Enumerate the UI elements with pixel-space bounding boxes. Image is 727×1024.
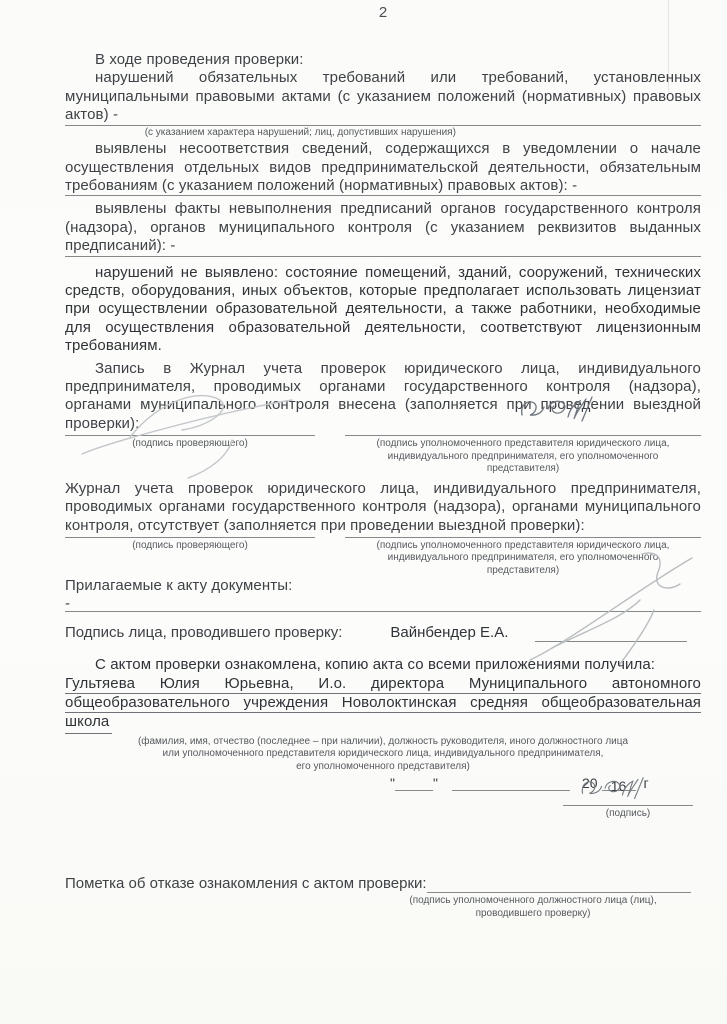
date-open-quote: " [390,775,395,792]
fill-line-mismatch: требованиям (с указанием положений (нормативных) правовых актов): - [65,177,701,196]
caption-recipient: или уполномоченного представителя юридического лица, индивидуального предпринимателя, [162,748,604,760]
signature-line-inspector [65,435,315,436]
acquainted-intro: С актом проверки ознакомлена, копию акта со всеми приложениями получила: [95,656,656,674]
paragraph-journal-entry-line: органами муниципального контроля внесена (заполняется при проведении выездной [65,396,701,414]
page-number: 2 [378,4,388,21]
paragraph-journal-absent-line: контроля, отсутствует (заполняется при проведении выездной проверки): [65,516,585,534]
paragraph-journal-absent-line: Журнал учета проверок юридического лица, индивидуального предпринимателя, [65,479,701,497]
fill-line-prescriptions: предписаний): - [65,237,701,256]
paragraph-no-violations-line: средств, оборудования, иных объектов, которые предполагает использовать лицензиат [65,281,701,299]
attachments-fill-line: - [65,596,701,612]
inspector-signature-line [535,628,687,642]
refusal-fill-line [427,879,691,893]
date-century: 20 [581,775,598,792]
paragraph-intro: В ходе проведения проверки: [95,51,304,68]
signature-line-inspector [65,537,315,538]
caption-representative-signature: индивидуального предпринимателя, его уполномоченного [387,552,659,564]
caption-representative-signature: (подпись уполномоченного представителя юридического лица, [376,539,670,551]
recipient-last-word: школа [65,713,112,733]
inspector-signature-label: Подпись лица, проводившего проверку: [65,623,343,641]
signature-row-journal-absent [65,537,701,578]
paragraph-journal-entry-line: Запись в Журнал учета проверок юридического лица, индивидуального [95,359,701,377]
date-month-blank [452,778,570,791]
signature-line-representative [345,537,701,538]
date-row [390,775,701,795]
paragraph-violations-line: муниципальными правовыми актами (с указанием положений (нормативных) правовых [65,87,701,105]
caption-representative-signature: представителя) [486,463,560,475]
paragraph-mismatch-line: осуществления отдельных видов предпринимательской деятельности, обязательным [65,158,701,176]
fill-line-violations: актов) - [65,106,701,125]
refusal-note-label: Пометка об отказе ознакомления с актом проверки: [65,874,427,892]
signature-line-representative [345,435,701,436]
caption-simple-signature: (подпись) [605,808,651,820]
refusal-note-row [65,875,701,893]
recipient-line: общеобразовательного учреждения Новолоктинская средняя общеобразовательная [65,694,701,713]
paragraph-no-violations-line: требованиям. [65,337,162,355]
caption-inspector-signature: (подпись проверяющего) [132,438,248,450]
caption-violations: (с указанием характера нарушений; лиц, допустивших нарушения) [144,126,456,138]
recipient-line: Гультяева Юлия Юрьевна, И.о. директора Муниципального автономного [65,675,701,694]
paragraph-journal-absent-line: проводимых органами государственного контроля (надзора), органами муниципального [65,498,701,516]
caption-recipient: (фамилия, имя, отчество (последнее – при наличии), должность руководителя, иного должностного лица [137,735,629,747]
paragraph-no-violations-line: нарушений не выявлено: состояние помещений, зданий, сооружений, технических [95,263,701,281]
caption-recipient: его уполномоченного представителя) [296,760,470,772]
date-year-blank: 16 [602,778,636,791]
recipient-signature-line [563,805,693,806]
attachments-label: Прилагаемые к акту документы: [65,577,293,595]
date-close-quote: " [432,775,438,792]
caption-representative-signature: индивидуального предпринимателя, его уполномоченного [387,450,659,462]
paragraph-no-violations-line: для осуществления образовательной деятельности, соответствуют лицензионным [65,318,701,336]
paragraph-no-violations-line: при осуществлении образовательной деятельности, а также работники, необходимые [65,300,701,318]
date-day-blank [395,778,433,791]
paragraph-mismatch-line: выявлены несоответствия сведений, содержащихся в уведомлении о начале [95,140,701,158]
caption-refusal: проводившего проверку) [475,907,591,919]
caption-representative-signature: представителя) [486,564,560,576]
paragraph-journal-entry-line: проверки): [65,414,140,432]
recipient-signature-block [563,805,693,821]
paragraph-violations-line: нарушений обязательных требований или требований, установленных [95,69,701,87]
signature-row-journal-entry [65,435,701,476]
caption-inspector-signature: (подпись проверяющего) [132,539,248,551]
inspector-signature-row [65,624,701,642]
caption-refusal: (подпись уполномоченного должностного лица (лиц), [409,895,657,907]
caption-refusal-block [365,895,701,920]
inspector-name: Вайнбендер Е.А. [390,623,509,641]
paragraph-prescriptions-line: (надзора), органов муниципального контроля (с указанием реквизитов выданных [65,218,701,236]
recipient-line [65,713,701,733]
date-era: г [643,775,649,792]
paragraph-journal-entry-line: предпринимателя, проводимых органами государственного контроля (надзора), [65,378,701,395]
paragraph-prescriptions-line: выявлены факты невыполнения предписаний органов государственного контроля [95,200,701,218]
caption-representative-signature: (подпись уполномоченного представителя юридического лица, [376,438,670,450]
